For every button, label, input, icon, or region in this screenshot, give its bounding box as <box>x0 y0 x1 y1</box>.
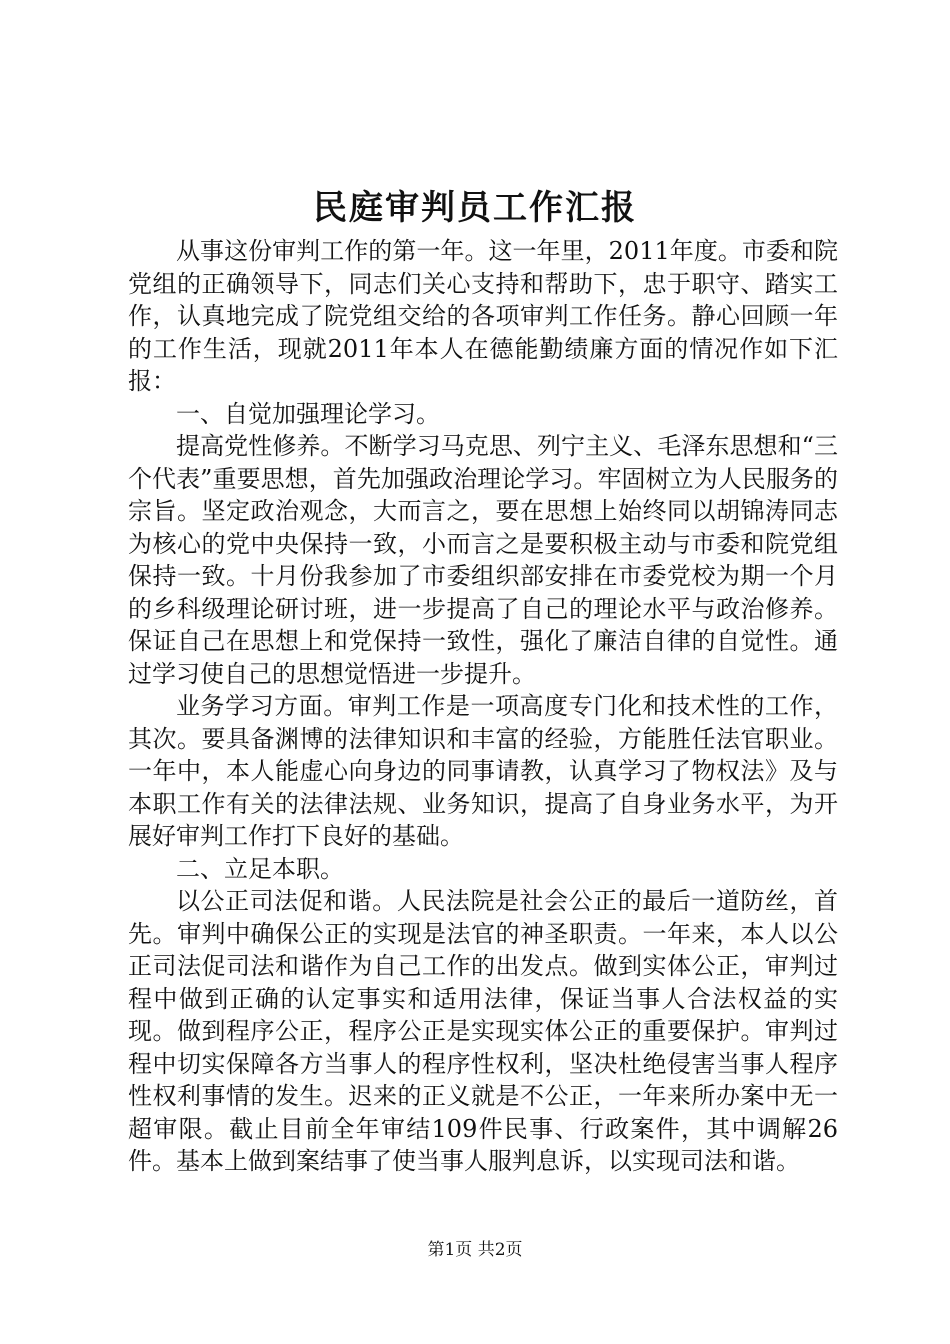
paragraph-intro: 从事这份审判工作的第一年。这一年里，2011年度。市委和院党组的正确领导下，同志们关心支持和帮助下，忠于职守、踏实工作，认真地完成了院党组交给的各项审判工作任务。静心回顾一年的工作生活，现就2011年本人在德能勤绩廉方面的情况作如下汇报： <box>128 237 838 395</box>
paragraph-justice: 以公正司法促和谐。人民法院是社会公正的最后一道防丝，首先。审判中确保公正的实现是法官的神圣职责。一年来，本人以公正司法促司法和谐作为自己工作的出发点。做到实体公正，审判过程中做到正确的认定事实和适用法律，保证当事人合法权益的实现。做到程序公正，程序公正是实现实体公正的重要保护。审判过程中切实保障各方当事人的程序性权利，坚决杜绝侵害当事人程序性权利事情的发生。迟来的正义就是不公正，一年来所办案中无一超审限。截止目前全年审结109件民事、行政案件，其中调解26件。基本上做到案结事了使当事人服判息诉，以实现司法和谐。 <box>128 887 838 1175</box>
section-heading-2: 二、立足本职。 <box>176 854 344 883</box>
paragraph-party-study: 提高党性修养。不断学习马克思、列宁主义、毛泽东思想和“三个代表”重要思想，首先加强政治理论学习。牢固树立为人民服务的宗旨。坚定政治观念，大而言之，要在思想上始终同以胡锦涛同志为核心的党中央保持一致，小而言之是要积极主动与市委和院党组保持一致。十月份我参加了市委组织部安排在市委党校为期一个月的乡科级理论研讨班，进一步提高了自己的理论水平与政治修养。保证自己在思想上和党保持一致性，强化了廉洁自律的自觉性。通过学习使自己的思想觉悟进一步提升。 <box>128 432 838 688</box>
section-heading-1: 一、自觉加强理论学习。 <box>176 399 440 428</box>
document-body <box>128 235 838 1178</box>
paragraph-business-study: 业务学习方面。审判工作是一项高度专门化和技术性的工作，其次。要具备渊博的法律知识和丰富的经验，方能胜任法官职业。一年中，本人能虚心向身边的同事请教，认真学习了物权法》及与本职工作有关的法律法规、业务知识，提高了自身业务水平，为开展好审判工作打下良好的基础。 <box>128 692 838 850</box>
document-title: 民庭审判员工作汇报 <box>313 188 637 228</box>
page-footer: 第1页 共2页 <box>427 1240 523 1260</box>
